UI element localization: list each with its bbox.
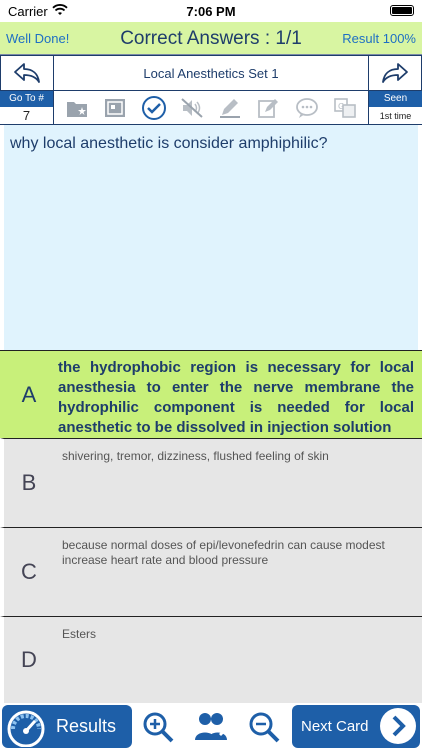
next-card-button[interactable] [292,705,420,748]
correct-answers-title: Correct Answers : 1/1 [120,28,302,49]
back-arrow-icon [12,61,42,85]
previous-card-button[interactable] [0,55,54,91]
speedometer-icon [4,707,48,747]
answer-option-d[interactable] [0,616,422,703]
battery-icon [390,5,414,16]
answer-text: the hydrophobic region is necessary for local anesthesia to enter the nerve membrane the hydrophilic component is needed for local anesthetic to be dissolved in injection solution [58,359,414,436]
check-circle-icon[interactable] [140,94,168,122]
answer-text: Esters [62,627,97,641]
result-percent: Result 100% [342,31,416,46]
next-card-arrow-button[interactable] [368,55,422,91]
comment-icon[interactable] [293,94,321,122]
group-button[interactable] [191,707,231,747]
svg-text:G: G [337,102,345,111]
question-text: why local anesthetic is consider amphiphilic? [10,135,328,152]
toolbar [0,91,422,125]
answer-letter: A [21,381,37,407]
go-to-button[interactable] [0,91,54,125]
answer-option-b[interactable] [0,438,422,527]
mute-icon[interactable] [178,94,206,122]
result-header [0,22,422,55]
answer-letter: D [21,647,37,672]
set-title: Local Anesthetics Set 1 [54,55,368,91]
answer-text: shivering, tremor, dizziness, flushed feeling of skin [62,449,329,463]
forward-arrow-icon [380,61,410,85]
go-to-label: Go To # [0,91,53,107]
zoom-in-icon [141,710,175,744]
users-icon [193,710,229,744]
zoom-out-icon [247,710,281,744]
flashcard-icon[interactable] [101,94,129,122]
clock: 7:06 PM [186,4,236,19]
zoom-in-button[interactable] [138,707,178,747]
question-panel [4,125,418,350]
bottom-toolbar [0,703,422,750]
card-navigation [0,55,422,91]
answer-option-c[interactable] [0,527,422,616]
seen-indicator [368,91,422,125]
note-icon[interactable] [254,94,282,122]
results-label: Results [56,716,117,736]
chevron-right-icon [380,708,416,744]
status-bar [0,0,422,22]
results-button[interactable] [2,705,132,748]
carrier-label: Carrier [8,4,48,19]
zoom-out-button[interactable] [244,707,284,747]
translate-icon[interactable] [331,94,359,122]
edit-pen-icon[interactable] [216,94,244,122]
answer-text: because normal doses of epi/levonefedrin can cause modest increase heart rate and blood pressure [62,538,385,567]
seen-label: Seen [369,91,422,107]
folder-star-icon[interactable] [63,94,91,122]
go-to-number: 7 [22,108,31,123]
answer-letter: B [21,470,37,495]
seen-value: 1st time [379,111,412,121]
answer-option-a[interactable] [0,350,422,438]
well-done-label: Well Done! [6,31,70,46]
next-card-label: Next Card [301,718,369,735]
tool-icons [54,91,368,125]
answer-letter: C [21,559,37,584]
